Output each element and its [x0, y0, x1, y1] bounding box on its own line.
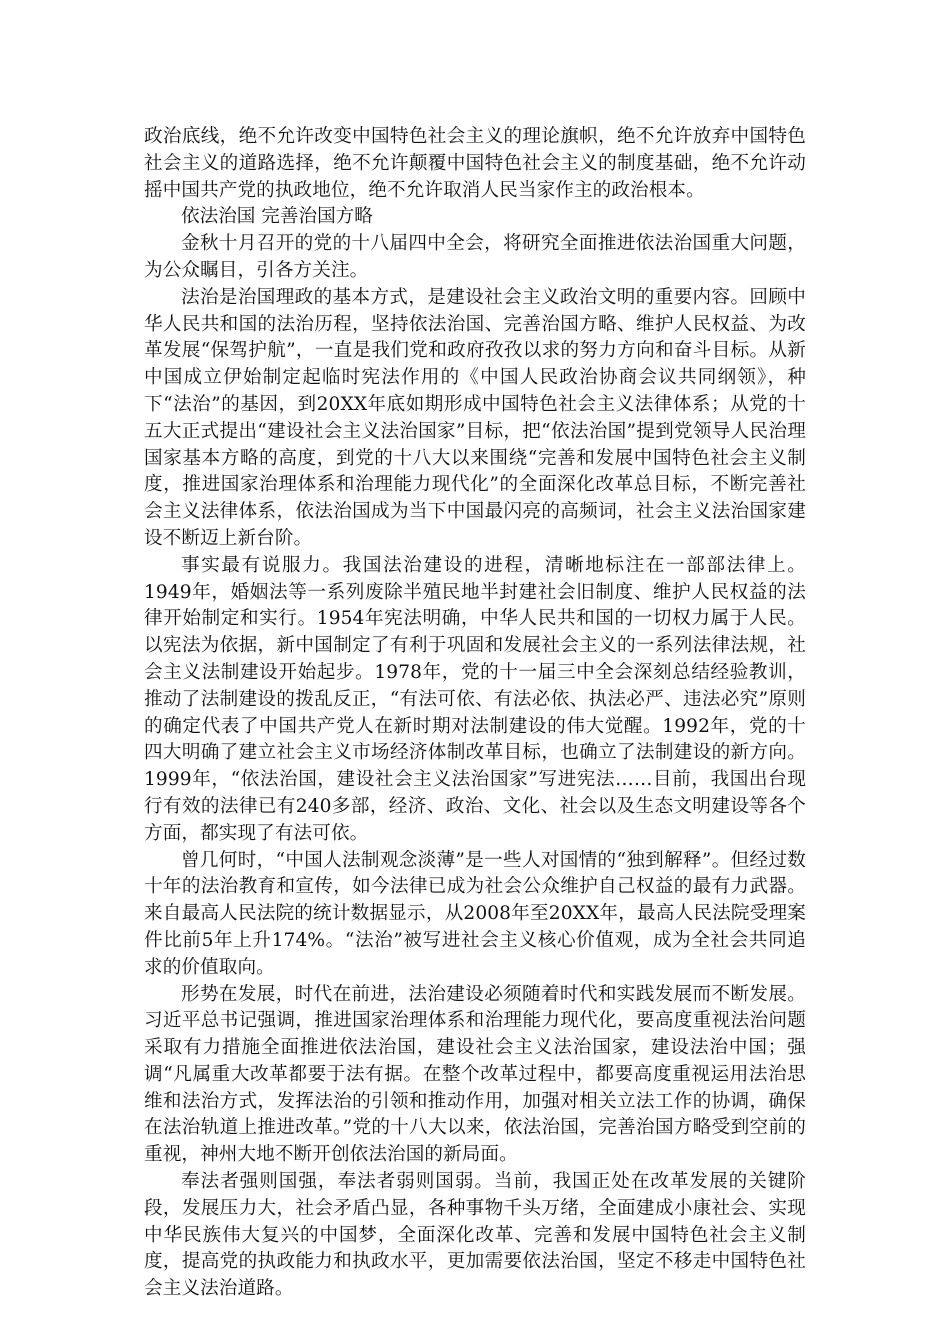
- paragraph-legal-awareness: 曾几何时，“中国人法制观念淡薄”是一些人对国情的“独到解释”。但经过数十年的法治教育和宣传，如今法律已成为社会公众维护自己权益的最有力武器。来自最高人民法院的统计数据显示，从2008年至20XX年，最高人民法院受理案件比前5年上升174%。“法治”被写进社会主义核心价值观，成为全社会共同追求的价值取向。: [144, 849, 806, 978]
- paragraph-reform-emphasis: 形势在发展，时代在前进，法治建设必须随着时代和实践发展而不断发展。习近平总书记强调，推进国家治理体系和治理能力现代化，要高度重视法治问题采取有力措施全面推进依法治国，建设社会主义法治国家，建设法治中国；强调“凡属重大改革都要于法有据。在整个改革过程中，都要高度重视运用法治思维和法治方式，发挥法治的引领和推动作用，加强对相关立法工作的协调，确保在法治轨道上推进改革。”党的十八大以来，依法治国，完善治国方略受到空前的重视，神州大地不断开创依法治国的新局面。: [144, 983, 806, 1166]
- paragraph-continuation: 政治底线，绝不允许改变中国特色社会主义的理论旗帜，绝不允许放弃中国特色社会主义的道路选择，绝不允许颠覆中国特色社会主义的制度基础，绝不允许动摇中国共产党的执政地位，绝不允许取消人民当家作主的政治根本。: [144, 126, 806, 201]
- paragraph-conclusion: 奉法者强则国强，奉法者弱则国弱。当前，我国正处在改革发展的关键阶段，发展压力大，社会矛盾凸显，各种事物千头万绪，全面建成小康社会、实现中华民族伟大复兴的中国梦，全面深化改革、完善和发展中国特色社会主义制度，提高党的执政能力和执政水平，更加需要依法治国，坚定不移走中国特色社会主义法治道路。: [144, 1171, 806, 1300]
- paragraph-legal-milestones: 事实最有说服力。我国法治建设的进程，清晰地标注在一部部法律上。1949年，婚姻法等一系列废除半殖民地半封建社会旧制度、维护人民权益的法律开始制定和实行。1954年宪法明确，中华人民共和国的一切权力属于人民。以宪法为依据，新中国制定了有利于巩固和发展社会主义的一系列法律法规，社会主义法制建设开始起步。1978年，党的十一届三中全会深刻总结经验教训，推动了法制建设的拨乱反正，“有法可依、有法必依、执法必严、违法必究”原则的确定代表了中国共产党人在新时期对法制建设的伟大觉醒。1992年，党的十四大明确了建立社会主义市场经济体制改革目标，也确立了法制建设的新方向。1999年，“依法治国，建设社会主义法治国家”写进宪法……目前，我国出台现行有效的法律已有240多部，经济、政治、文化、社会以及生态文明建设等各个方面，都实现了有法可依。: [144, 554, 806, 844]
- paragraph-rule-of-law-history: 法治是治国理政的基本方式，是建设社会主义政治文明的重要内容。回顾中华人民共和国的法治历程，坚持依法治国、完善治国方略、维护人民权益、为改革发展“保驾护航”，一直是我们党和政府孜孜以求的努力方向和奋斗目标。从新中国成立伊始制定起临时宪法作用的《中国人民政治协商会议共同纲领》，种下“法治”的基因，到20XX年底如期形成中国特色社会主义法律体系；从党的十五大正式提出“建设社会主义法治国家”目标，把“依法治国”提到党领导人民治理国家基本方略的高度，到党的十八大以来围绕“完善和发展中国特色社会主义制度，推进国家治理体系和治理能力现代化”的全面深化改革总目标，不断完善社会主义法律体系，依法治国成为当下中国最闪亮的高频词，社会主义法治国家建设不断迈上新台阶。: [144, 286, 806, 549]
- section-heading: 依法治国 完善治国方略: [181, 206, 373, 228]
- paragraph-plenary: 金秋十月召开的党的十八届四中全会，将研究全面推进依法治国重大问题，为公众瞩目，引各方关注。: [144, 233, 806, 281]
